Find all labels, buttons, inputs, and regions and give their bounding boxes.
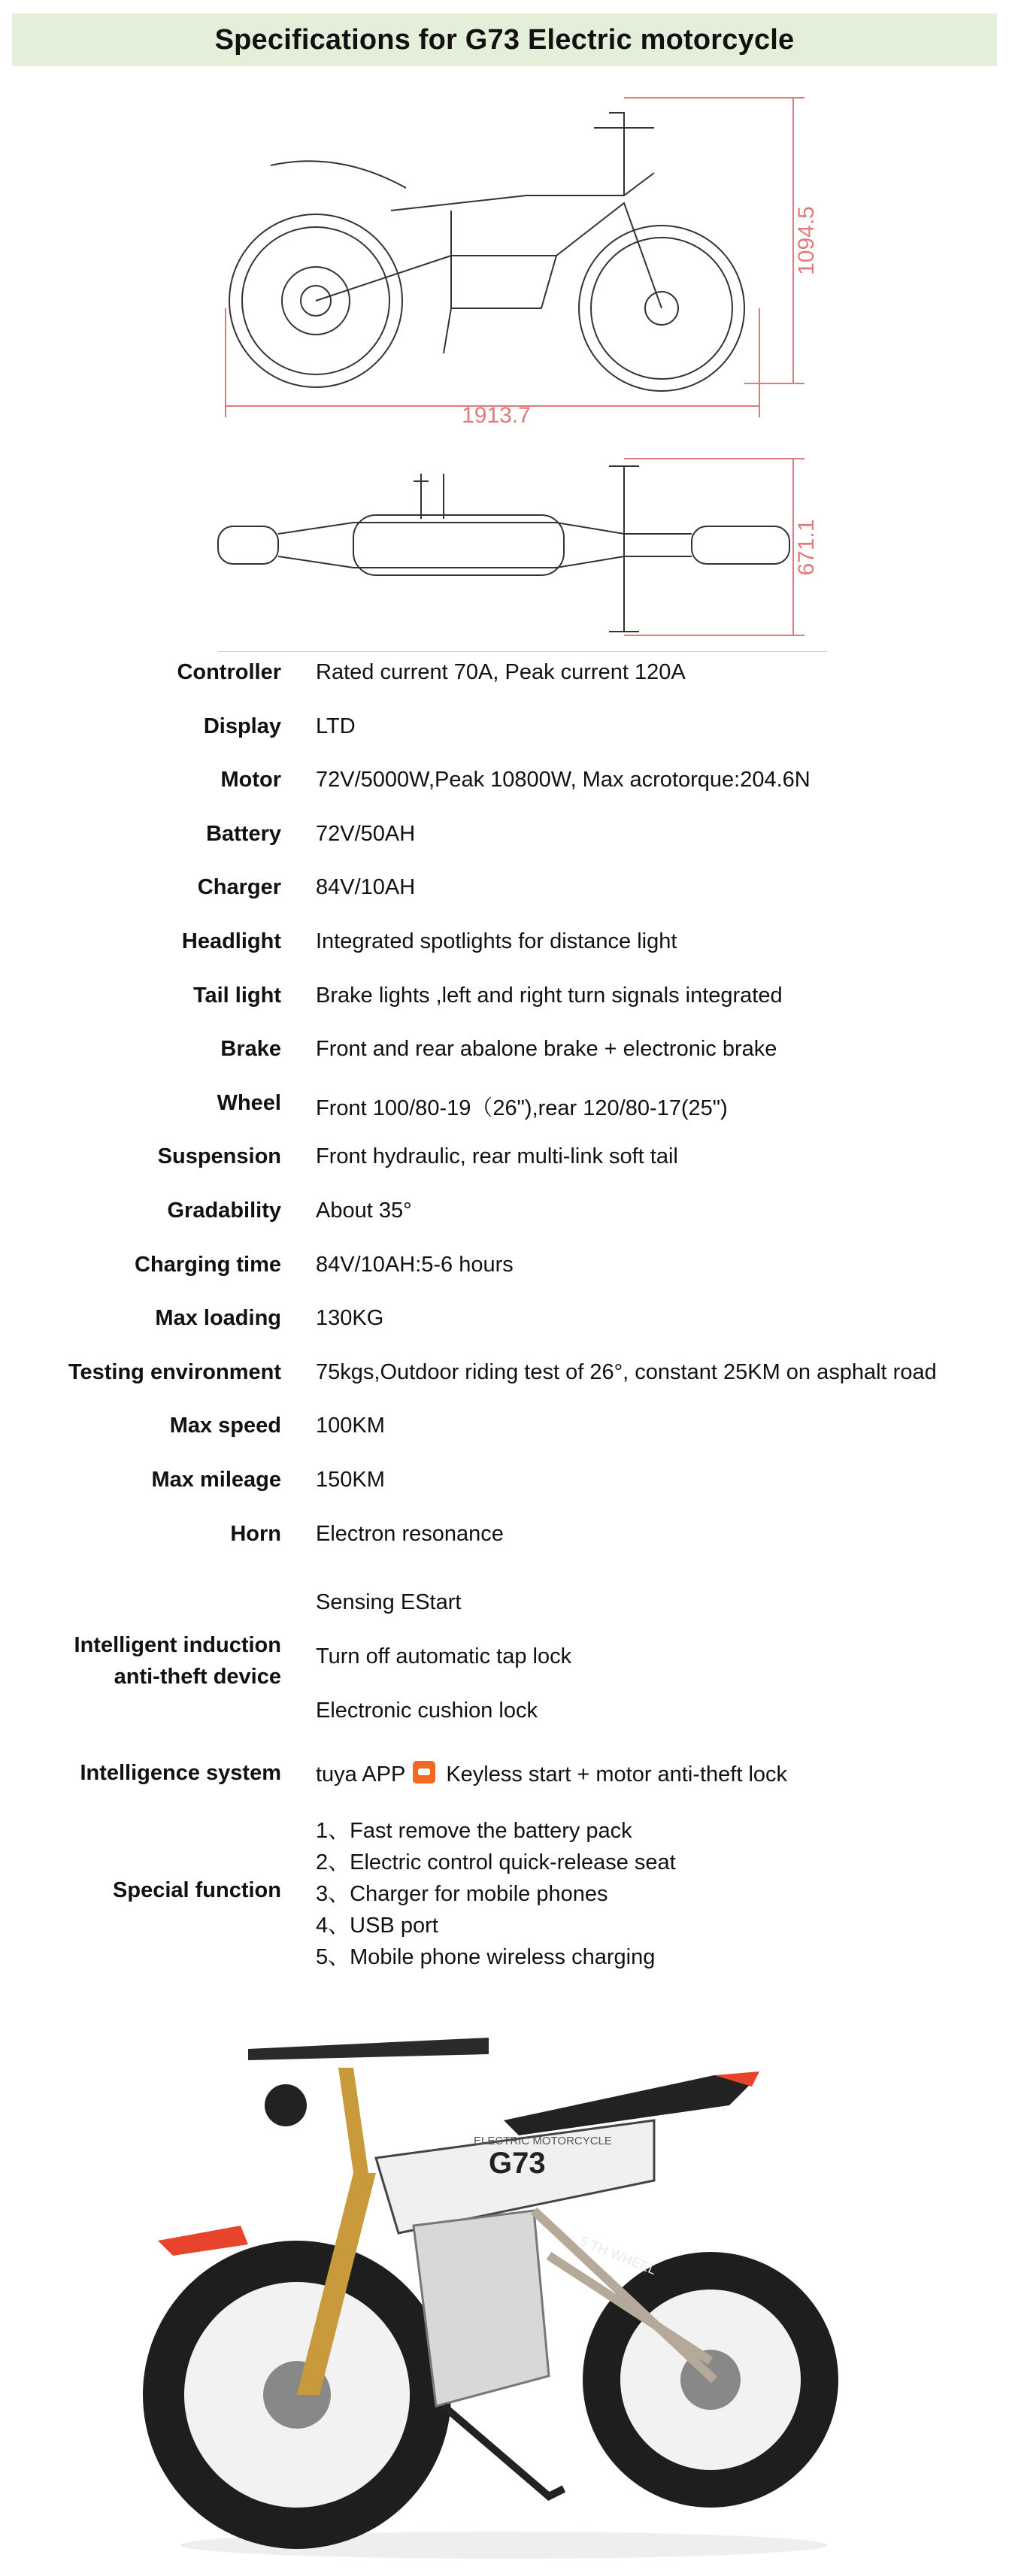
product-photo: [128, 1985, 880, 2564]
drawing-divider: [218, 651, 827, 652]
spec-value: Front 100/80-19（26"),rear 120/80-17(25"): [316, 1096, 728, 1120]
intelligence-label: Intelligence system: [80, 1761, 281, 1785]
spec-value: 84V/10AH:5-6 hours: [316, 1253, 514, 1277]
spec-label: Battery: [206, 822, 281, 846]
spec-label: Charging time: [135, 1253, 281, 1277]
spec-label: Testing environment: [68, 1360, 281, 1384]
special-item-2: 2、Electric control quick-release seat: [316, 1850, 676, 1874]
title-bar: [12, 14, 997, 66]
spec-value: 84V/10AH: [316, 875, 416, 899]
model-badge: G73: [489, 2147, 546, 2180]
spec-label: Tail light: [192, 983, 281, 1008]
spec-value: Rated current 70A, Peak current 120A: [316, 660, 686, 684]
intelligence-feature: Keyless start + motor anti-theft lock: [446, 1762, 788, 1787]
spec-value: Electron resonance: [316, 1522, 504, 1546]
intelligence-value: [316, 1761, 787, 1787]
anti-theft-label-line2: anti-theft device: [114, 1665, 281, 1689]
height-dimension-label: 1094.5: [794, 206, 819, 275]
side-view-svg: [203, 83, 835, 436]
app-name: tuya APP: [316, 1762, 406, 1787]
anti-theft-label-line1: Intelligent induction: [74, 1633, 281, 1657]
spec-label: Suspension: [157, 1144, 281, 1168]
swingarm-text: 5 TH WHEEL: [577, 2233, 659, 2278]
top-view-drawing: [203, 451, 835, 647]
spec-value: 100KM: [316, 1414, 385, 1438]
spec-label: Charger: [197, 875, 281, 899]
side-panel-text: ELECTRIC MOTORCYCLE: [474, 2135, 612, 2147]
spec-value: LTD: [316, 714, 356, 738]
spec-value: Front hydraulic, rear multi-link soft tail: [316, 1144, 678, 1168]
spec-label: Max mileage: [151, 1468, 281, 1492]
special-item-5: 5、Mobile phone wireless charging: [316, 1945, 656, 1969]
page-title: Specifications for G73 Electric motorcycle: [214, 23, 795, 56]
special-item-1: 1、Fast remove the battery pack: [316, 1819, 632, 1843]
special-function-label: Special function: [113, 1878, 281, 1902]
special-item-3: 3、Charger for mobile phones: [316, 1882, 608, 1906]
spec-label: Display: [203, 714, 281, 738]
spec-label: Motor: [220, 768, 281, 792]
spec-value: About 35°: [316, 1199, 412, 1223]
motorcycle-illustration: [128, 1985, 880, 2564]
anti-theft-value-3: Electronic cushion lock: [316, 1699, 538, 1723]
side-view-drawing: [203, 83, 835, 436]
spec-value: Front and rear abalone brake + electronic brake: [316, 1037, 777, 1061]
anti-theft-label: [74, 1629, 281, 1693]
spec-value: Brake lights ,left and right turn signals integrated: [316, 983, 783, 1008]
top-view-svg: [203, 451, 835, 647]
spec-value: 72V/5000W,Peak 10800W, Max acrotorque:204.6N: [316, 768, 811, 792]
spec-label: Horn: [230, 1522, 281, 1546]
spec-label: Gradability: [167, 1199, 281, 1223]
anti-theft-value-2: Turn off automatic tap lock: [316, 1644, 572, 1668]
length-dimension-label: 1913.7: [462, 403, 531, 428]
spec-value: 72V/50AH: [316, 822, 416, 846]
spec-label: Max speed: [169, 1414, 281, 1438]
width-dimension-label: 671.1: [794, 519, 819, 576]
spec-label: Wheel: [217, 1091, 281, 1115]
spec-label: Brake: [220, 1037, 281, 1061]
spec-label: Headlight: [181, 929, 281, 953]
spec-label: Controller: [177, 660, 281, 684]
tuya-logo-icon: [413, 1761, 435, 1784]
spec-label: Max loading: [155, 1306, 281, 1330]
spec-value: 75kgs,Outdoor riding test of 26°, constant 25KM on asphalt road: [316, 1360, 937, 1384]
anti-theft-value-1: Sensing EStart: [316, 1590, 462, 1614]
special-item-4: 4、USB port: [316, 1914, 438, 1938]
spec-value: 130KG: [316, 1306, 384, 1330]
spec-value: Integrated spotlights for distance light: [316, 929, 677, 953]
spec-value: 150KM: [316, 1468, 385, 1492]
